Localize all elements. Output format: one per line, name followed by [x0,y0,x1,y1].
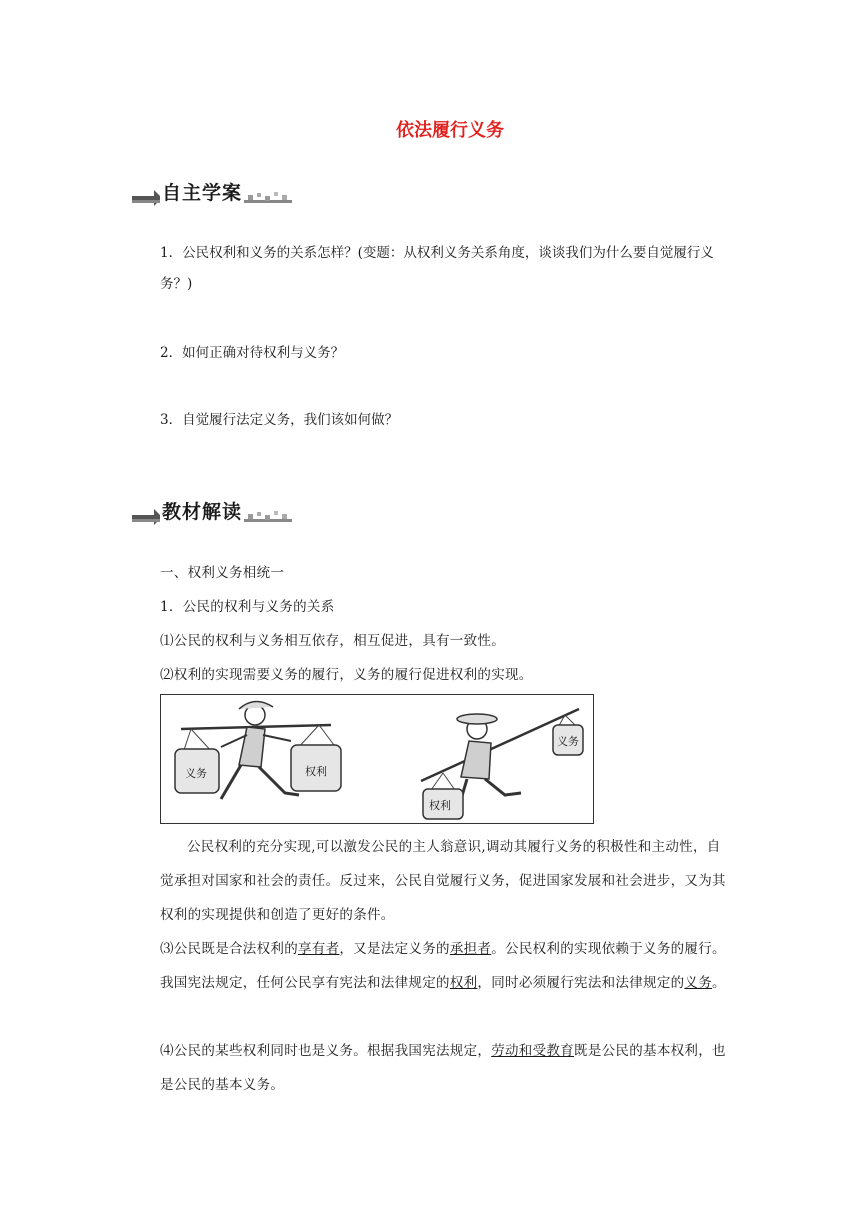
paragraph-1: ⑴公民的权利与义务相互依存，相互促进，具有一致性。 [160,633,505,649]
question-1: 1．公民权利和义务的关系怎样？(变题：从权利义务关系角度，谈谈我们为什么要自觉履行义务？) [160,245,714,292]
paragraph-4: ⑶公民既是合法权利的享有者，又是法定义务的承担者。公民权利的实现依赖于义务的履行。我国宪法规定，任何公民享有宪法和法律规定的权利，同时必须履行宪法和法律规定的义务。 [160,941,726,991]
paragraph-2: ⑵权利的实现需要义务的履行，义务的履行促进权利的实现。 [160,667,533,683]
underlined-term: 享有者 [298,941,340,957]
question-3: 3．自觉履行法定义务，我们该如何做？ [160,412,399,428]
bag-label-right-high: 义务 [557,735,579,748]
underlined-term: 劳动和受教育 [491,1043,575,1059]
paragraph-5: ⑷公民的某些权利同时也是义务。根据我国宪法规定，劳动和受教育既是公民的基本权利，也是公民的基本义务。 [160,1043,726,1093]
underlined-term: 权利 [449,975,478,991]
question-2: 2．如何正确对待权利与义务？ [160,345,345,361]
section-banner-textbook [130,499,300,529]
bag-label-right-low: 权利 [429,799,451,812]
bag-label-left-2: 权利 [305,765,327,778]
underlined-term: 承担者 [449,941,492,957]
illustration-drawing [161,695,593,823]
section-banner-self-study [130,180,300,210]
underlined-term: 义务 [684,975,713,991]
bag-label-left-1: 义务 [185,767,207,780]
heading-2: 1．公民的权利与义务的关系 [160,599,335,615]
page-title: 依法履行义务 [396,120,504,141]
illustration-rights-duties [160,694,594,824]
section-title: 教材解读 [162,501,243,523]
section-title: 自主学案 [162,182,243,204]
heading-1: 一、权利义务相统一 [160,565,285,581]
paragraph-3: 公民权利的充分实现,可以激发公民的主人翁意识,调动其履行义务的积极性和主动性，自觉承担对国家和社会的责任。反过来，公民自觉履行义务，促进国家发展和社会进步，又为其权利的实现提供和创造了更好的条件。 [160,839,726,923]
